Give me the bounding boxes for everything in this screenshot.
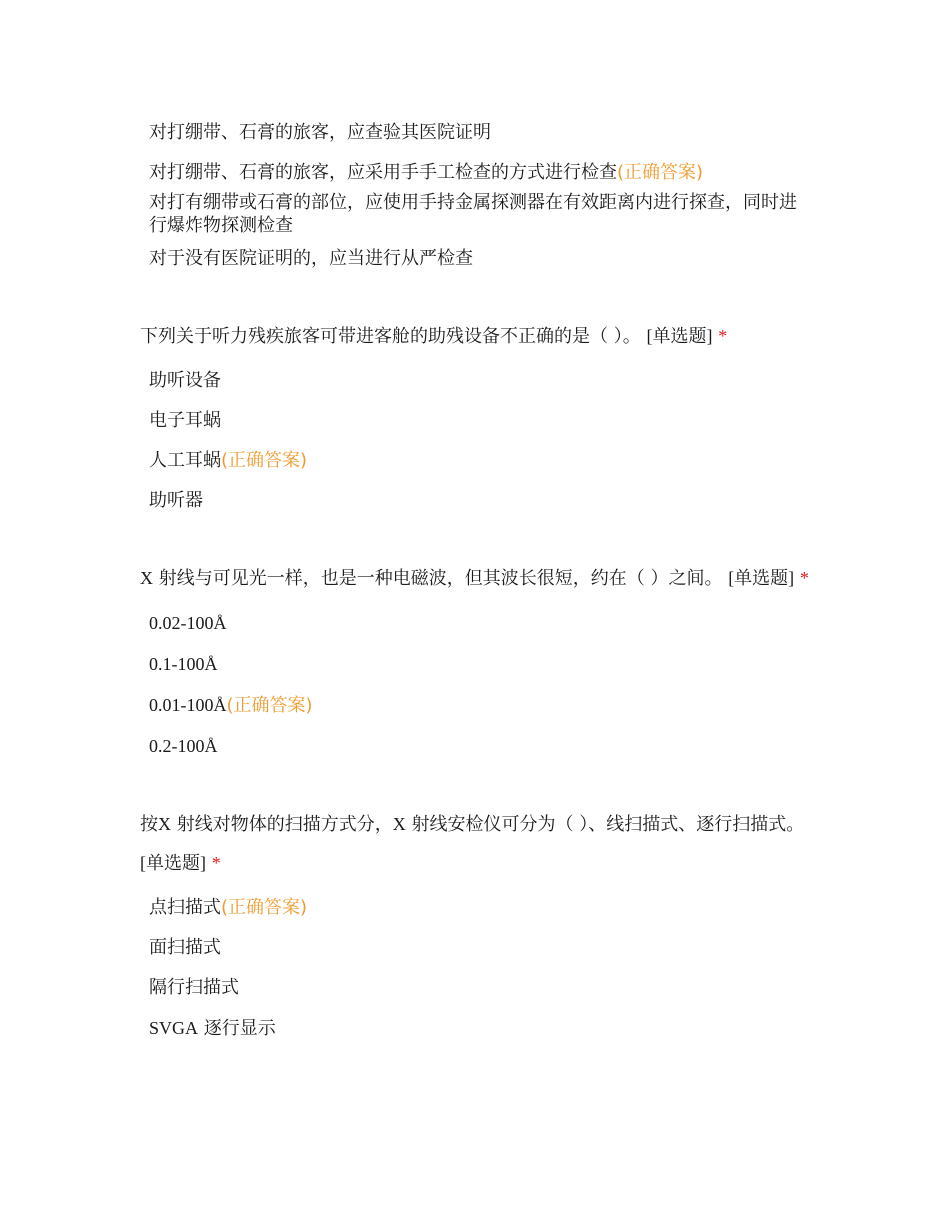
q0-option-4[interactable] [140, 246, 810, 272]
option-text: 电子耳蜗 [149, 410, 221, 431]
option-text: 0.2-100Å [149, 736, 218, 756]
question-text: 射线与可见光一样，也是一种电磁波，但其波长很短，约在（ ）之间。 [158, 568, 723, 589]
required-mark: * [211, 853, 221, 873]
required-mark: * [799, 568, 809, 588]
question-text-post: 射线安检仪可分为（ ）、线扫描式、逐行扫描式。 [411, 814, 805, 835]
x-letter: X [140, 568, 153, 588]
q1-option-4[interactable] [140, 488, 810, 514]
q0-option-1[interactable] [140, 120, 810, 146]
question-1 [140, 317, 810, 356]
q3-option-2[interactable] [140, 935, 810, 961]
option-text: 点扫描式 [149, 897, 221, 918]
question-type: [单选题] [728, 568, 795, 588]
required-mark: * [718, 326, 728, 346]
question-type: [单选题] [646, 326, 713, 346]
q3-option-1[interactable] [140, 895, 810, 921]
option-text: 对打绷带、石膏的旅客，应查验其医院证明 [149, 122, 491, 143]
correct-answer-mark: (正确答案) [221, 897, 308, 918]
option-text: 逐行显示 [203, 1018, 276, 1039]
question-3 [140, 805, 810, 883]
option-text: 助听器 [149, 490, 203, 511]
option-text: 人工耳蜗 [149, 450, 221, 471]
option-text: 对打有绷带或石膏的部位，应使用手持金属探测器在有效距离内进行探查，同时进行爆炸物探测检查 [149, 192, 797, 236]
option-text: 面扫描式 [149, 937, 221, 958]
option-text: 助听设备 [149, 370, 221, 391]
question-2 [140, 559, 810, 598]
question-text-pre: 按 [140, 814, 158, 835]
q1-option-1[interactable] [140, 368, 810, 394]
option-text: 0.01-100Å [149, 695, 227, 715]
q2-option-2[interactable] [140, 651, 810, 678]
option-text: 0.02-100Å [149, 613, 227, 633]
q2-option-1[interactable] [140, 610, 810, 637]
q1-option-2[interactable] [140, 408, 810, 434]
question-text: 下列关于听力残疾旅客可带进客舱的助残设备不正确的是（ ）。 [140, 326, 641, 347]
q3-option-4[interactable] [140, 1015, 810, 1042]
correct-answer-mark: (正确答案) [226, 695, 313, 716]
q3-option-3[interactable] [140, 975, 810, 1001]
option-text-svga: SVGA [149, 1018, 199, 1038]
question-type: [单选题] [140, 853, 206, 873]
q2-option-4[interactable] [140, 733, 810, 760]
x-letter: X [158, 814, 171, 834]
quiz-page [140, 118, 810, 1042]
q0-option-3[interactable] [140, 191, 810, 237]
option-text: 对打绷带、石膏的旅客，应采用手手工检查的方式进行检查 [149, 162, 617, 183]
option-text: 对于没有医院证明的，应当进行从严检查 [149, 248, 473, 269]
x-letter: X [392, 814, 406, 834]
q2-option-3[interactable] [140, 692, 810, 719]
question-text-mid: 射线对物体的扫描方式分， [176, 814, 393, 835]
correct-answer-mark: (正确答案) [221, 450, 308, 471]
q1-option-3[interactable] [140, 448, 810, 474]
option-text: 隔行扫描式 [149, 977, 239, 998]
q0-option-2[interactable] [140, 160, 810, 186]
option-text: 0.1-100Å [149, 654, 218, 674]
correct-answer-mark: (正确答案) [617, 162, 704, 183]
